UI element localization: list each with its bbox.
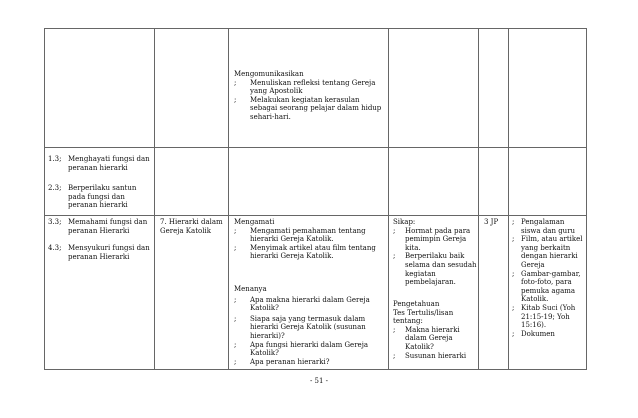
menanya-item <box>234 315 386 341</box>
sikap-heading: Sikap: <box>393 218 416 226</box>
bullet-mark: ; <box>234 226 237 235</box>
komunikasi-section <box>234 70 384 122</box>
menanya-item-text: Apa makna hierarki dalam Gereja Katolik? <box>250 295 370 313</box>
row-divider-2 <box>44 215 587 216</box>
kd-item <box>48 184 152 210</box>
bullet-mark: ; <box>234 340 237 349</box>
kd-item <box>48 155 152 172</box>
komunikasi-item <box>234 96 384 122</box>
pengetahuan-item <box>393 352 477 361</box>
bullet-mark: ; <box>234 314 237 323</box>
menanya-item <box>234 341 386 358</box>
bullet-mark: ; <box>234 295 237 304</box>
sumber-item <box>512 235 585 269</box>
tes-label: Tes Tertulis/lisan tentang: <box>393 308 454 326</box>
kd-text: Berperilaku santun pada fungsi dan peranan hierarki <box>68 184 137 210</box>
menanya-item-text: Apa peranan hierarki? <box>250 357 330 366</box>
alokasi-waktu: 3 JP <box>484 218 499 226</box>
mengamati-section <box>234 218 384 261</box>
bullet-mark: ; <box>234 243 237 252</box>
mengamati-item <box>234 227 384 244</box>
kd-item <box>48 218 152 235</box>
sumber-item-text: Pengalaman siswa dan guru <box>521 218 576 235</box>
komunikasi-item-text: Menuliskan refleksi tentang Gereja yang Apostolik <box>250 78 376 96</box>
bullet-mark: ; <box>512 269 515 278</box>
bullet-mark: ; <box>512 218 515 226</box>
pengetahuan-item <box>393 326 477 352</box>
bullet-mark: ; <box>393 226 396 235</box>
sumber-item <box>512 330 585 339</box>
mengamati-item <box>234 244 384 261</box>
menanya-item-text: Apa fungsi hierarki dalam Gereja Katolik? <box>250 340 369 358</box>
sumber-item-text: Dokumen <box>521 329 555 338</box>
komunikasi-item-text: Melakukan kegiatan kerasulan sebagai seorang pelajar dalam hidup sehari-hari. <box>250 95 382 121</box>
kd-number: 1.3; <box>48 155 62 163</box>
mengamati-heading: Mengamati <box>234 218 275 226</box>
mengamati-item-text: Menyimak artikel atau film tentang hierarki Gereja Katolik. <box>250 243 376 261</box>
pengetahuan-item-text: Makna hierarki dalam Gereja Katolik? <box>405 325 460 351</box>
pengetahuan-item-text: Susunan hierarki <box>405 351 467 360</box>
komunikasi-item <box>234 79 384 96</box>
sumber-item-text: Kitab Suci (Yoh 21:15-19; Yoh 15:16). <box>521 303 576 330</box>
kd-number: 4.3; <box>48 244 62 252</box>
table-border-top <box>44 28 587 29</box>
sikap-item-text: Hormat pada para pemimpin Gereja kita. <box>405 226 471 252</box>
kd-text: Mensyukuri fungsi dan peranan Hierarki <box>68 244 150 261</box>
sumber-item <box>512 218 585 235</box>
sikap-item-text: Berperilaku baik selama dan sesudah kegiatan pembelajaran. <box>405 252 477 287</box>
bullet-mark: ; <box>393 252 396 261</box>
menanya-item <box>234 358 386 367</box>
bullet-mark: ; <box>512 329 515 338</box>
sumber-item <box>512 270 585 304</box>
kd-text: Memahami fungsi dan peranan Hierarki <box>68 218 148 235</box>
bullet-mark: ; <box>512 235 515 244</box>
sikap-item <box>393 252 477 286</box>
sumber-item-text: Film, atau artikel yang berkaitn dengan hierarki Gereja <box>521 235 583 269</box>
column-divider-4 <box>478 28 479 370</box>
materi-pokok: 7. Hierarki dalam Gereja Katolik <box>160 218 223 235</box>
sumber-item-text: Gambar-gambar, foto-foto, para pemuka agama Katolik. <box>521 269 581 304</box>
sikap-item <box>393 227 477 253</box>
kd-item <box>48 244 152 261</box>
pengetahuan-section <box>393 300 477 360</box>
table-border-bottom <box>44 369 587 370</box>
menanya-item <box>234 296 386 313</box>
column-divider-1 <box>154 28 155 370</box>
sumber-section <box>512 218 585 338</box>
bullet-mark: ; <box>234 78 237 87</box>
menanya-section <box>234 285 386 366</box>
kd-number: 3.3; <box>48 218 62 226</box>
bullet-mark: ; <box>393 325 396 334</box>
menanya-heading: Menanya <box>234 285 267 293</box>
column-divider-2 <box>228 28 229 370</box>
pengetahuan-heading: Pengetahuan <box>393 300 440 308</box>
kd-text: Menghayati fungsi dan peranan hierarki <box>68 155 150 172</box>
bullet-mark: ; <box>234 95 237 104</box>
table-border-right <box>586 28 587 370</box>
bullet-mark: ; <box>393 351 396 360</box>
column-divider-3 <box>388 28 389 370</box>
page-number: - 51 - <box>309 377 329 385</box>
table-border-left <box>44 28 45 370</box>
menanya-item-text: Siapa saja yang termasuk dalam hierarki Gereja Katolik (susunan hierarki)? <box>250 314 366 340</box>
komunikasi-heading: Mengomunikasikan <box>234 70 304 78</box>
sumber-item <box>512 304 585 330</box>
column-divider-5 <box>508 28 509 370</box>
bullet-mark: ; <box>512 303 515 312</box>
row-divider-1 <box>44 147 587 148</box>
sikap-section <box>393 218 477 287</box>
mengamati-item-text: Mengamati pemahaman tentang hierarki Gereja Katolik. <box>250 226 366 244</box>
kd-number: 2.3; <box>48 184 62 192</box>
bullet-mark: ; <box>234 357 237 366</box>
